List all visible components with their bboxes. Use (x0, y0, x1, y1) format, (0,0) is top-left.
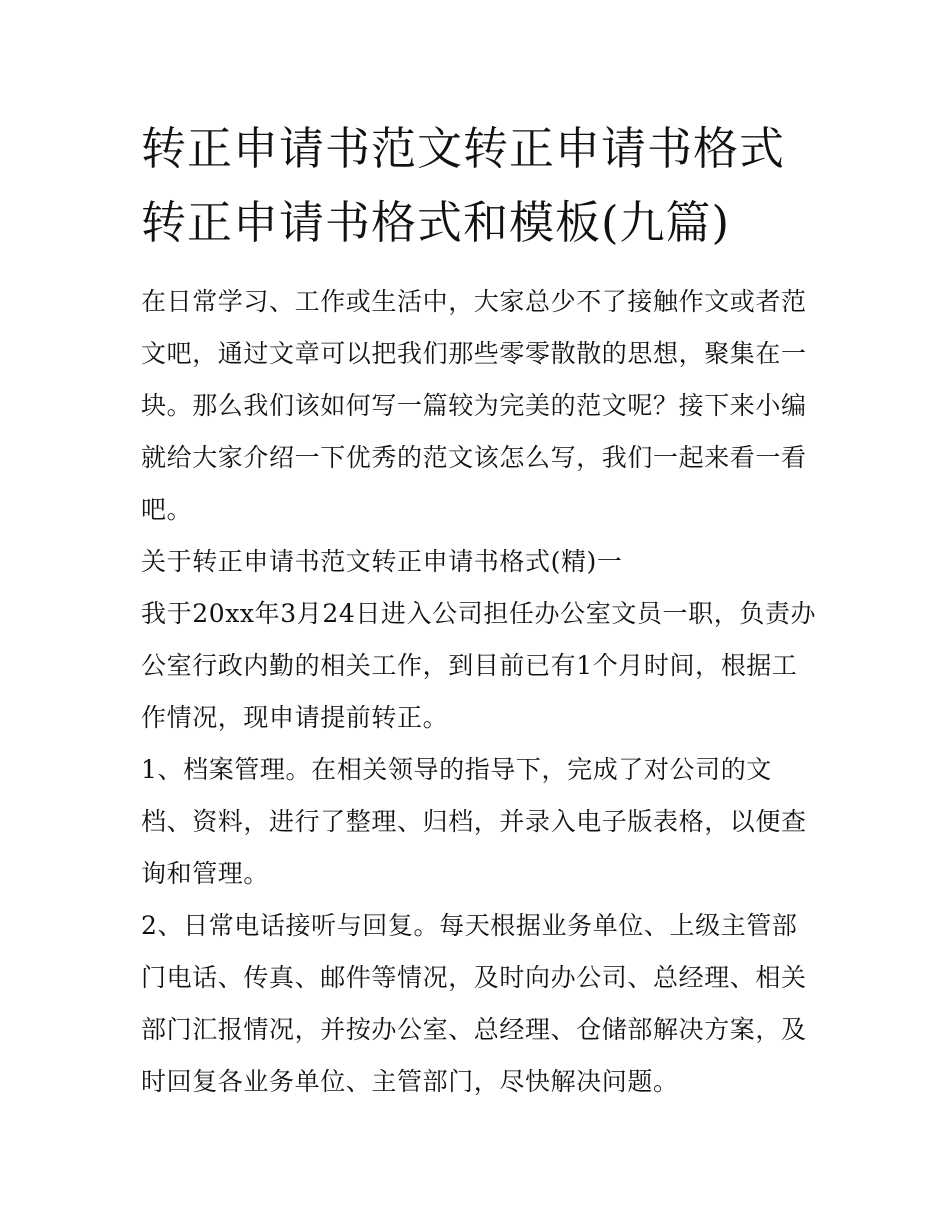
document-page (141, 112, 821, 1108)
intro-paragraph: 在日常学习、工作或生活中，大家总少不了接触作文或者范文吧，通过文章可以把我们那些零零散散的思想，聚集在一块。那么我们该如何写一篇较为完美的范文呢？接下来小编就给大家介绍一下优秀的范文该怎么写，我们一起来看一看吧。 (141, 287, 807, 524)
list-item-archive-management: 1、档案管理。在相关领导的指导下，完成了对公司的文档、资料，进行了整理、归档，并录入电子版表格，以便查询和管理。 (141, 755, 807, 888)
document-title: 转正申请书范文转正申请书格式 转正申请书格式和模板(九篇) (141, 122, 786, 249)
section-heading: 关于转正申请书范文转正申请书格式(精)一 (141, 547, 623, 576)
body-paragraph: 我于20xx年3月24日进入公司担任办公室文员一职，负责办公室行政内勤的相关工作，到目前已有1个月时间，根据工作情况，现申请提前转正。 (141, 599, 817, 732)
list-item-phone-handling: 2、日常电话接听与回复。每天根据业务单位、上级主管部门电话、传真、邮件等情况，及时向办公司、总经理、相关部门汇报情况，并按办公室、总经理、仓储部解决方案，及时回复各业务单位、主管部门，尽快解决问题。 (141, 911, 807, 1096)
document-body (141, 276, 821, 1108)
